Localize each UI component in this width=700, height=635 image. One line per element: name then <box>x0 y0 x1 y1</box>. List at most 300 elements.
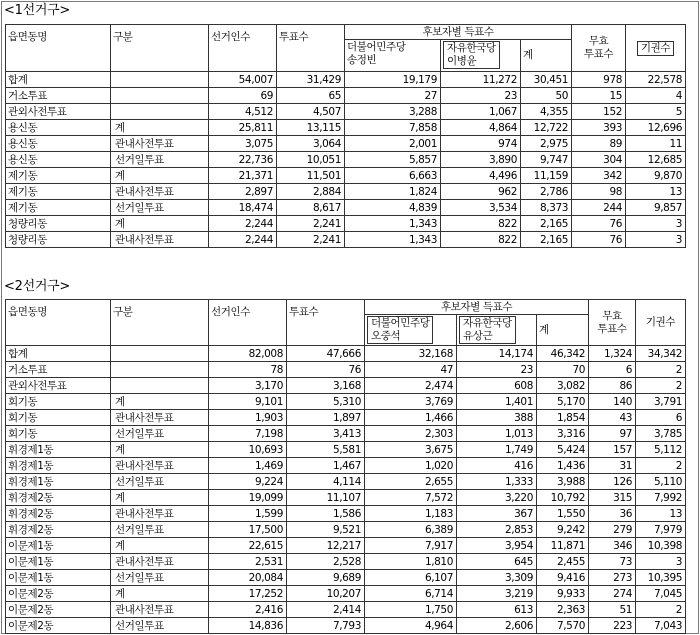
cell-party2-votes: 4,496 <box>441 168 521 184</box>
cell-district: 용신동 <box>6 120 111 136</box>
cell-votes: 31,429 <box>277 72 345 88</box>
cell-abstentions: 6 <box>636 410 686 426</box>
cell-category: 계 <box>111 394 209 410</box>
cell-party1-votes: 1,343 <box>345 216 441 232</box>
cell-votes: 9,521 <box>287 522 365 538</box>
cell-party2-votes: 14,174 <box>457 346 537 362</box>
cell-valid-total: 5,424 <box>537 442 589 458</box>
cell-votes: 10,051 <box>277 152 345 168</box>
cell-electors: 9,101 <box>209 394 287 410</box>
cell-votes: 12,217 <box>287 538 365 554</box>
table-row <box>6 506 686 522</box>
cell-abstentions: 3,791 <box>636 394 686 410</box>
cell-votes: 76 <box>287 362 365 378</box>
cell-party1-votes: 1,020 <box>365 458 457 474</box>
section1-table <box>5 24 686 248</box>
cell-valid-total: 3,082 <box>537 378 589 394</box>
cell-category: 선거일투표 <box>111 570 209 586</box>
cell-abstentions: 5,112 <box>636 442 686 458</box>
cell-abstentions: 34,342 <box>636 346 686 362</box>
cell-category: 선거일투표 <box>111 200 209 216</box>
cell-electors: 1,903 <box>209 410 287 426</box>
cell-valid-total: 2,363 <box>537 602 589 618</box>
cell-abstentions: 10,395 <box>636 570 686 586</box>
table-row <box>6 490 686 506</box>
cell-abstentions: 7,045 <box>636 586 686 602</box>
cell-party1-votes: 47 <box>365 362 457 378</box>
cell-category: 관내사전투표 <box>111 458 209 474</box>
cell-votes: 2,414 <box>287 602 365 618</box>
cell-district: 용신동 <box>6 136 111 152</box>
table-row <box>6 410 686 426</box>
cell-district: 휘경제1동 <box>6 458 111 474</box>
cell-category: 선거일투표 <box>111 474 209 490</box>
cell-electors: 3,170 <box>209 378 287 394</box>
cell-valid-total: 9,416 <box>537 570 589 586</box>
cell-electors: 17,500 <box>209 522 287 538</box>
cell-electors: 25,811 <box>209 120 277 136</box>
header-party2: 자유한국당 유상근 <box>457 315 537 346</box>
cell-category: 관내사전투표 <box>111 136 209 152</box>
cell-electors: 17,252 <box>209 586 287 602</box>
cell-category <box>111 378 209 394</box>
header-district: 읍면동명 <box>6 300 111 346</box>
cell-category: 계 <box>111 586 209 602</box>
cell-district: 이문제2동 <box>6 602 111 618</box>
cell-district: 제기동 <box>6 168 111 184</box>
cell-invalid-votes: 51 <box>589 602 636 618</box>
header-total: 계 <box>537 315 589 346</box>
table-row <box>6 216 686 232</box>
cell-electors: 2,244 <box>209 216 277 232</box>
cell-invalid-votes: 273 <box>589 570 636 586</box>
cell-party2-votes: 1,333 <box>457 474 537 490</box>
cell-valid-total: 7,570 <box>537 618 589 634</box>
section2-table <box>5 299 686 634</box>
section1-rows <box>6 72 686 248</box>
cell-votes: 7,793 <box>287 618 365 634</box>
cell-abstentions: 22,578 <box>626 72 686 88</box>
table-row <box>6 474 686 490</box>
table-row <box>6 586 686 602</box>
cell-party1-votes: 4,964 <box>365 618 457 634</box>
cell-district: 이문제1동 <box>6 538 111 554</box>
table-row <box>6 184 686 200</box>
cell-party2-votes: 3,220 <box>457 490 537 506</box>
cell-invalid-votes: 1,324 <box>589 346 636 362</box>
cell-category: 계 <box>111 490 209 506</box>
cell-votes: 11,501 <box>277 168 345 184</box>
table-row <box>6 362 686 378</box>
cell-party2-votes: 23 <box>441 88 521 104</box>
cell-invalid-votes: 978 <box>572 72 626 88</box>
cell-category: 관내사전투표 <box>111 602 209 618</box>
cell-party1-votes: 6,389 <box>365 522 457 538</box>
table-row <box>6 394 686 410</box>
cell-party2-votes: 3,534 <box>441 200 521 216</box>
cell-category: 선거일투표 <box>111 152 209 168</box>
cell-abstentions: 4 <box>626 88 686 104</box>
cell-votes: 1,467 <box>287 458 365 474</box>
table-row <box>6 538 686 554</box>
cell-votes: 3,064 <box>277 136 345 152</box>
cell-electors: 1,469 <box>209 458 287 474</box>
cell-votes: 3,168 <box>287 378 365 394</box>
cell-party2-votes: 822 <box>441 232 521 248</box>
cell-invalid-votes: 97 <box>589 426 636 442</box>
cell-votes: 5,310 <box>287 394 365 410</box>
cell-valid-total: 1,436 <box>537 458 589 474</box>
cell-invalid-votes: 140 <box>589 394 636 410</box>
cell-party1-votes: 2,474 <box>365 378 457 394</box>
cell-electors: 69 <box>209 88 277 104</box>
cell-electors: 54,007 <box>209 72 277 88</box>
cell-district: 제기동 <box>6 184 111 200</box>
cell-party1-votes: 1,810 <box>365 554 457 570</box>
cell-category: 계 <box>111 216 209 232</box>
cell-district: 휘경제1동 <box>6 474 111 490</box>
cell-party1-votes: 7,917 <box>365 538 457 554</box>
cell-invalid-votes: 346 <box>589 538 636 554</box>
cell-valid-total: 2,455 <box>537 554 589 570</box>
cell-party2-votes: 608 <box>457 378 537 394</box>
cell-abstentions: 3 <box>636 554 686 570</box>
header-invalid: 무효 투표수 <box>589 300 636 346</box>
cell-party2-votes: 4,864 <box>441 120 521 136</box>
table-row <box>6 602 686 618</box>
cell-invalid-votes: 274 <box>589 586 636 602</box>
cell-votes: 47,666 <box>287 346 365 362</box>
cell-party2-votes: 11,272 <box>441 72 521 88</box>
cell-party2-votes: 416 <box>457 458 537 474</box>
cell-valid-total: 30,451 <box>521 72 572 88</box>
cell-party2-votes: 367 <box>457 506 537 522</box>
cell-invalid-votes: 6 <box>589 362 636 378</box>
table-row <box>6 618 686 634</box>
cell-party2-votes: 2,606 <box>457 618 537 634</box>
cell-category: 관내사전투표 <box>111 506 209 522</box>
cell-votes: 5,581 <box>287 442 365 458</box>
cell-party1-votes: 3,769 <box>365 394 457 410</box>
cell-invalid-votes: 31 <box>589 458 636 474</box>
header-electors: 선거인수 <box>209 300 287 346</box>
cell-district: 회기동 <box>6 410 111 426</box>
cell-category <box>111 88 209 104</box>
cell-district: 관외사전투표 <box>6 378 111 394</box>
cell-category: 계 <box>111 442 209 458</box>
cell-district: 합계 <box>6 346 111 362</box>
table-row <box>6 570 686 586</box>
header-invalid: 무효 투표수 <box>572 25 626 72</box>
cell-party2-votes: 1,749 <box>457 442 537 458</box>
cell-district: 합계 <box>6 72 111 88</box>
cell-invalid-votes: 152 <box>572 104 626 120</box>
cell-district: 회기동 <box>6 394 111 410</box>
cell-category <box>111 346 209 362</box>
cell-district: 회기동 <box>6 426 111 442</box>
cell-electors: 2,416 <box>209 602 287 618</box>
cell-category: 관내사전투표 <box>111 184 209 200</box>
cell-party2-votes: 3,954 <box>457 538 537 554</box>
section2-header <box>6 300 686 346</box>
cell-category <box>111 104 209 120</box>
cell-valid-total: 2,165 <box>521 216 572 232</box>
cell-category: 계 <box>111 538 209 554</box>
cell-abstentions: 2 <box>636 378 686 394</box>
cell-party2-votes: 3,309 <box>457 570 537 586</box>
table-row <box>6 88 686 104</box>
cell-electors: 19,099 <box>209 490 287 506</box>
cell-invalid-votes: 76 <box>572 232 626 248</box>
cell-abstentions: 3 <box>626 232 686 248</box>
section1-header <box>6 25 686 72</box>
table-row <box>6 104 686 120</box>
cell-votes: 1,586 <box>287 506 365 522</box>
cell-electors: 1,599 <box>209 506 287 522</box>
cell-party1-votes: 1,824 <box>345 184 441 200</box>
cell-party1-votes: 2,655 <box>365 474 457 490</box>
cell-votes: 3,413 <box>287 426 365 442</box>
table-row <box>6 442 686 458</box>
cell-valid-total: 2,165 <box>521 232 572 248</box>
cell-valid-total: 8,373 <box>521 200 572 216</box>
cell-district: 이문제1동 <box>6 570 111 586</box>
cell-invalid-votes: 98 <box>572 184 626 200</box>
cell-abstentions: 3,785 <box>636 426 686 442</box>
cell-invalid-votes: 223 <box>589 618 636 634</box>
cell-votes: 2,528 <box>287 554 365 570</box>
cell-party1-votes: 19,179 <box>345 72 441 88</box>
header-party1: 더불어민주당 오중석 <box>365 315 457 346</box>
cell-party1-votes: 5,857 <box>345 152 441 168</box>
table-row <box>6 378 686 394</box>
cell-valid-total: 12,722 <box>521 120 572 136</box>
cell-valid-total: 1,550 <box>537 506 589 522</box>
cell-votes: 65 <box>277 88 345 104</box>
cell-abstentions: 13 <box>636 506 686 522</box>
cell-valid-total: 3,988 <box>537 474 589 490</box>
table-row <box>6 232 686 248</box>
cell-valid-total: 9,747 <box>521 152 572 168</box>
cell-invalid-votes: 342 <box>572 168 626 184</box>
cell-electors: 78 <box>209 362 287 378</box>
header-votes: 투표수 <box>277 25 345 72</box>
cell-valid-total: 5,170 <box>537 394 589 410</box>
cell-valid-total: 9,242 <box>537 522 589 538</box>
cell-invalid-votes: 73 <box>589 554 636 570</box>
cell-invalid-votes: 393 <box>572 120 626 136</box>
cell-district: 이문제2동 <box>6 618 111 634</box>
cell-votes: 13,115 <box>277 120 345 136</box>
cell-party2-votes: 613 <box>457 602 537 618</box>
cell-electors: 21,371 <box>209 168 277 184</box>
header-category: 구분 <box>111 300 209 346</box>
cell-votes: 1,897 <box>287 410 365 426</box>
cell-district: 관외사전투표 <box>6 104 111 120</box>
header-total: 계 <box>521 40 572 72</box>
cell-party1-votes: 3,675 <box>365 442 457 458</box>
table-row <box>6 426 686 442</box>
cell-abstentions: 5 <box>626 104 686 120</box>
cell-party2-votes: 645 <box>457 554 537 570</box>
cell-invalid-votes: 76 <box>572 216 626 232</box>
cell-abstentions: 10,398 <box>636 538 686 554</box>
cell-category: 관내사전투표 <box>111 232 209 248</box>
cell-abstentions: 7,979 <box>636 522 686 538</box>
cell-invalid-votes: 315 <box>589 490 636 506</box>
cell-valid-total: 50 <box>521 88 572 104</box>
header-party2: 자유한국당 이병윤 <box>441 40 521 72</box>
cell-abstentions: 13 <box>626 184 686 200</box>
cell-district: 제기동 <box>6 200 111 216</box>
cell-valid-total: 46,342 <box>537 346 589 362</box>
cell-votes: 11,107 <box>287 490 365 506</box>
cell-party1-votes: 32,168 <box>365 346 457 362</box>
cell-party1-votes: 7,572 <box>365 490 457 506</box>
cell-valid-total: 70 <box>537 362 589 378</box>
cell-abstentions: 7,043 <box>636 618 686 634</box>
cell-invalid-votes: 157 <box>589 442 636 458</box>
cell-invalid-votes: 126 <box>589 474 636 490</box>
cell-invalid-votes: 89 <box>572 136 626 152</box>
cell-votes: 10,207 <box>287 586 365 602</box>
cell-party2-votes: 23 <box>457 362 537 378</box>
cell-abstentions: 7,992 <box>636 490 686 506</box>
cell-votes: 4,114 <box>287 474 365 490</box>
cell-district: 용신동 <box>6 152 111 168</box>
table-row <box>6 72 686 88</box>
cell-party1-votes: 6,714 <box>365 586 457 602</box>
cell-party1-votes: 7,858 <box>345 120 441 136</box>
cell-abstentions: 3 <box>626 216 686 232</box>
cell-party2-votes: 388 <box>457 410 537 426</box>
table-row <box>6 120 686 136</box>
cell-electors: 18,474 <box>209 200 277 216</box>
cell-electors: 7,198 <box>209 426 287 442</box>
cell-district: 거소투표 <box>6 88 111 104</box>
cell-party1-votes: 6,107 <box>365 570 457 586</box>
cell-valid-total: 2,975 <box>521 136 572 152</box>
cell-district: 휘경제2동 <box>6 506 111 522</box>
cell-category: 계 <box>111 120 209 136</box>
cell-party1-votes: 2,303 <box>365 426 457 442</box>
cell-abstentions: 12,685 <box>626 152 686 168</box>
cell-category: 선거일투표 <box>111 522 209 538</box>
cell-electors: 2,897 <box>209 184 277 200</box>
cell-abstentions: 11 <box>626 136 686 152</box>
cell-party1-votes: 27 <box>345 88 441 104</box>
cell-district: 이문제2동 <box>6 586 111 602</box>
cell-electors: 2,531 <box>209 554 287 570</box>
cell-district: 거소투표 <box>6 362 111 378</box>
cell-category: 관내사전투표 <box>111 554 209 570</box>
cell-abstentions: 12,696 <box>626 120 686 136</box>
table-row <box>6 522 686 538</box>
header-votes: 투표수 <box>287 300 365 346</box>
cell-party2-votes: 822 <box>441 216 521 232</box>
cell-valid-total: 10,792 <box>537 490 589 506</box>
section1-title: <1선거구> <box>4 3 70 18</box>
cell-valid-total: 11,871 <box>537 538 589 554</box>
cell-invalid-votes: 304 <box>572 152 626 168</box>
table-row <box>6 458 686 474</box>
cell-party1-votes: 2,001 <box>345 136 441 152</box>
header-candidate-group: 후보자별 득표수 <box>345 25 572 40</box>
cell-category: 선거일투표 <box>111 426 209 442</box>
cell-abstentions: 2 <box>636 602 686 618</box>
cell-votes: 2,241 <box>277 216 345 232</box>
table-row <box>6 554 686 570</box>
cell-party1-votes: 1,183 <box>365 506 457 522</box>
cell-district: 청량리동 <box>6 216 111 232</box>
cell-district: 이문제1동 <box>6 554 111 570</box>
cell-invalid-votes: 43 <box>589 410 636 426</box>
cell-valid-total: 4,355 <box>521 104 572 120</box>
header-candidate-group: 후보자별 득표수 <box>365 300 589 315</box>
cell-valid-total: 9,933 <box>537 586 589 602</box>
cell-abstentions: 2 <box>636 458 686 474</box>
cell-party2-votes: 1,067 <box>441 104 521 120</box>
cell-category: 선거일투표 <box>111 618 209 634</box>
cell-district: 휘경제1동 <box>6 442 111 458</box>
cell-votes: 8,617 <box>277 200 345 216</box>
cell-party1-votes: 1,750 <box>365 602 457 618</box>
cell-invalid-votes: 86 <box>589 378 636 394</box>
cell-votes: 9,689 <box>287 570 365 586</box>
cell-electors: 22,736 <box>209 152 277 168</box>
cell-party2-votes: 3,219 <box>457 586 537 602</box>
cell-electors: 20,084 <box>209 570 287 586</box>
cell-party1-votes: 1,343 <box>345 232 441 248</box>
cell-category <box>111 362 209 378</box>
cell-party2-votes: 2,853 <box>457 522 537 538</box>
cell-electors: 2,244 <box>209 232 277 248</box>
table-row <box>6 152 686 168</box>
cell-party1-votes: 4,839 <box>345 200 441 216</box>
cell-party1-votes: 1,466 <box>365 410 457 426</box>
table-row <box>6 200 686 216</box>
cell-category: 계 <box>111 168 209 184</box>
cell-invalid-votes: 244 <box>572 200 626 216</box>
cell-abstentions: 2 <box>636 362 686 378</box>
cell-valid-total: 2,786 <box>521 184 572 200</box>
cell-abstentions: 9,870 <box>626 168 686 184</box>
cell-electors: 14,836 <box>209 618 287 634</box>
cell-party2-votes: 3,890 <box>441 152 521 168</box>
cell-votes: 4,507 <box>277 104 345 120</box>
cell-category: 관내사전투표 <box>111 410 209 426</box>
cell-electors: 3,075 <box>209 136 277 152</box>
cell-electors: 10,693 <box>209 442 287 458</box>
header-abstain: 기권수 <box>636 300 686 346</box>
cell-invalid-votes: 279 <box>589 522 636 538</box>
cell-abstentions: 9,857 <box>626 200 686 216</box>
cell-party2-votes: 1,401 <box>457 394 537 410</box>
table-row <box>6 346 686 362</box>
cell-invalid-votes: 15 <box>572 88 626 104</box>
table-row <box>6 136 686 152</box>
cell-electors: 82,008 <box>209 346 287 362</box>
cell-votes: 2,884 <box>277 184 345 200</box>
cell-party2-votes: 1,013 <box>457 426 537 442</box>
cell-votes: 2,241 <box>277 232 345 248</box>
cell-electors: 4,512 <box>209 104 277 120</box>
header-electors: 선거인수 <box>209 25 277 72</box>
table-row <box>6 168 686 184</box>
section2-rows <box>6 346 686 634</box>
cell-invalid-votes: 36 <box>589 506 636 522</box>
section2-title: <2선거구> <box>4 279 70 294</box>
